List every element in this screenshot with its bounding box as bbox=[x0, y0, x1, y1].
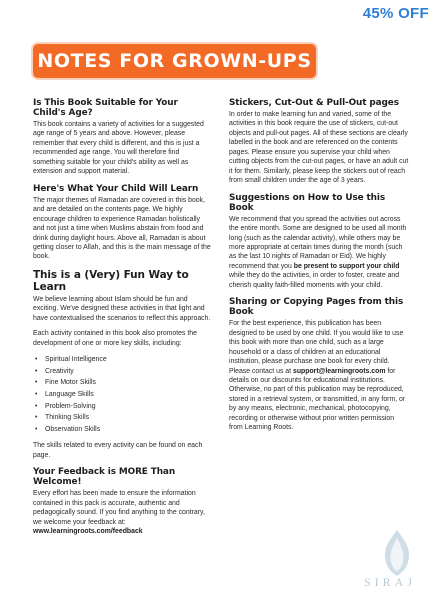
section-sharing bbox=[229, 297, 409, 432]
section-stickers bbox=[229, 98, 409, 186]
list-item: • Observation Skills bbox=[41, 424, 213, 436]
discount-badge: 45% OFF bbox=[362, 5, 429, 22]
paragraph-key-skills: Each activity contained in this book also promotes the development of one or more key skills, including: bbox=[33, 330, 197, 347]
list-item: • Problem-Solving bbox=[41, 401, 213, 413]
watermark-text: SIRAJ bbox=[364, 575, 417, 589]
page-banner bbox=[33, 44, 316, 78]
paragraph-feedback bbox=[33, 489, 213, 536]
support-email-link[interactable]: support@learningroots.com bbox=[292, 367, 386, 375]
skills-list bbox=[33, 354, 213, 435]
right-column bbox=[229, 98, 409, 440]
heading-suggestions: Suggestions on How to Use this Book bbox=[229, 192, 386, 213]
section-age-suitability bbox=[33, 98, 213, 177]
section-feedback bbox=[33, 467, 213, 536]
paragraph-suggestions bbox=[229, 215, 409, 291]
sharing-text-b: for details on our discounts for educational institutions. Otherwise, no part of this publication may be reproduced, stored in a retrieval system, or transmitted, in any form, or by any means, electronic, mechanical, photocopying, recording or otherwise without prior written permission from Learning Roots. bbox=[229, 367, 406, 432]
sharing-text-a: For the best experience, this publication has been designed to be used by one child. If you would like to use this book with more than one child, such as a large household or a class of children at an educational institution, please purchase one book for every child. Please contact us at bbox=[229, 320, 404, 375]
heading-sharing: Sharing or Copying Pages from this Book bbox=[229, 297, 404, 318]
paragraph-sharing bbox=[229, 319, 409, 432]
feedback-link[interactable]: www.learningroots.com/feedback bbox=[33, 528, 143, 536]
list-item: • Thinking Skills bbox=[41, 412, 213, 424]
section-what-child-learns bbox=[33, 184, 213, 262]
feedback-text: Every effort has been made to ensure the information contained in this pack is accurate, authentic and pedagogically sound. If you find anything to the contrary, we welcome your feedback at: bbox=[33, 490, 205, 526]
banner-title: NOTES FOR GROWN-UPS bbox=[37, 50, 312, 72]
list-item: • Language Skills bbox=[41, 389, 213, 401]
heading-what-child-learns: Here's What Your Child Will Learn bbox=[33, 183, 199, 194]
left-column bbox=[33, 98, 213, 543]
list-item: • Spiritual Intelligence bbox=[41, 354, 213, 366]
list-item: • Fine Motor Skills bbox=[41, 377, 213, 389]
suggestions-text-a: We recommend that you spread the activities out across the entire month. Some are designed to be used all month long (such as the calendar activity), while others may be more appropriate at certain times during the month (such as the last 10 nights of Ramadan or Eid). We highly recommend that you bbox=[229, 215, 407, 270]
paragraph-skills-note: The skills related to every activity can be found on each page. bbox=[33, 442, 203, 459]
list-item: • Creativity bbox=[41, 366, 213, 378]
suggestions-bold: be present to support your child bbox=[293, 262, 400, 270]
paragraph-stickers: In order to make learning fun and varied, some of the activities in this book require the use of stickers, cut-out objects and pull-out pages. All of these sections are clearly labelled in the book and are referenced on the contents pages. Please ensure you supervise your child when cutting objects from the cut-out pages, or have an adult cut it for them. Similarly, please keep the stickers out of reach from small children under the age of 3 years. bbox=[229, 111, 409, 185]
suggestions-text-b: while they do the activities, in order to foster, create and cherish quality faith-filled moments with your child. bbox=[229, 272, 400, 289]
section-suggestions bbox=[229, 193, 409, 291]
paragraph-fun-way: We believe learning about Islam should be fun and exciting. We've designed these activities in that light and have contextualised the scenarios to reflect this approach. bbox=[33, 295, 211, 322]
paragraph-what-child-learns: The major themes of Ramadan are covered in this book, and are detailed on the contents page. We highly encourage children to experience Ramadan holistically and not just a time when Muslims abstain from food and drink during daylight hours. Above all, Ramadan is about getting closer to Allah, and this is the main message of the book. bbox=[33, 196, 211, 261]
heading-fun-way: This is a (Very) Fun Way to Learn bbox=[33, 268, 189, 293]
heading-feedback: Your Feedback is MORE Than Welcome! bbox=[33, 467, 176, 488]
heading-stickers: Stickers, Cut-Out & Pull-Out pages bbox=[229, 98, 399, 108]
section-fun-way bbox=[33, 269, 213, 460]
paragraph-age-suitability: This book contains a variety of activities for a suggested age range of 5 years and above. However, please remember that every child is different, and this is just a recommended age range. You will therefore find something suitable for your child's ability as well as extension and support material. bbox=[33, 121, 204, 176]
heading-age-suitability: Is This Book Suitable for Your Child's Age? bbox=[33, 98, 178, 118]
